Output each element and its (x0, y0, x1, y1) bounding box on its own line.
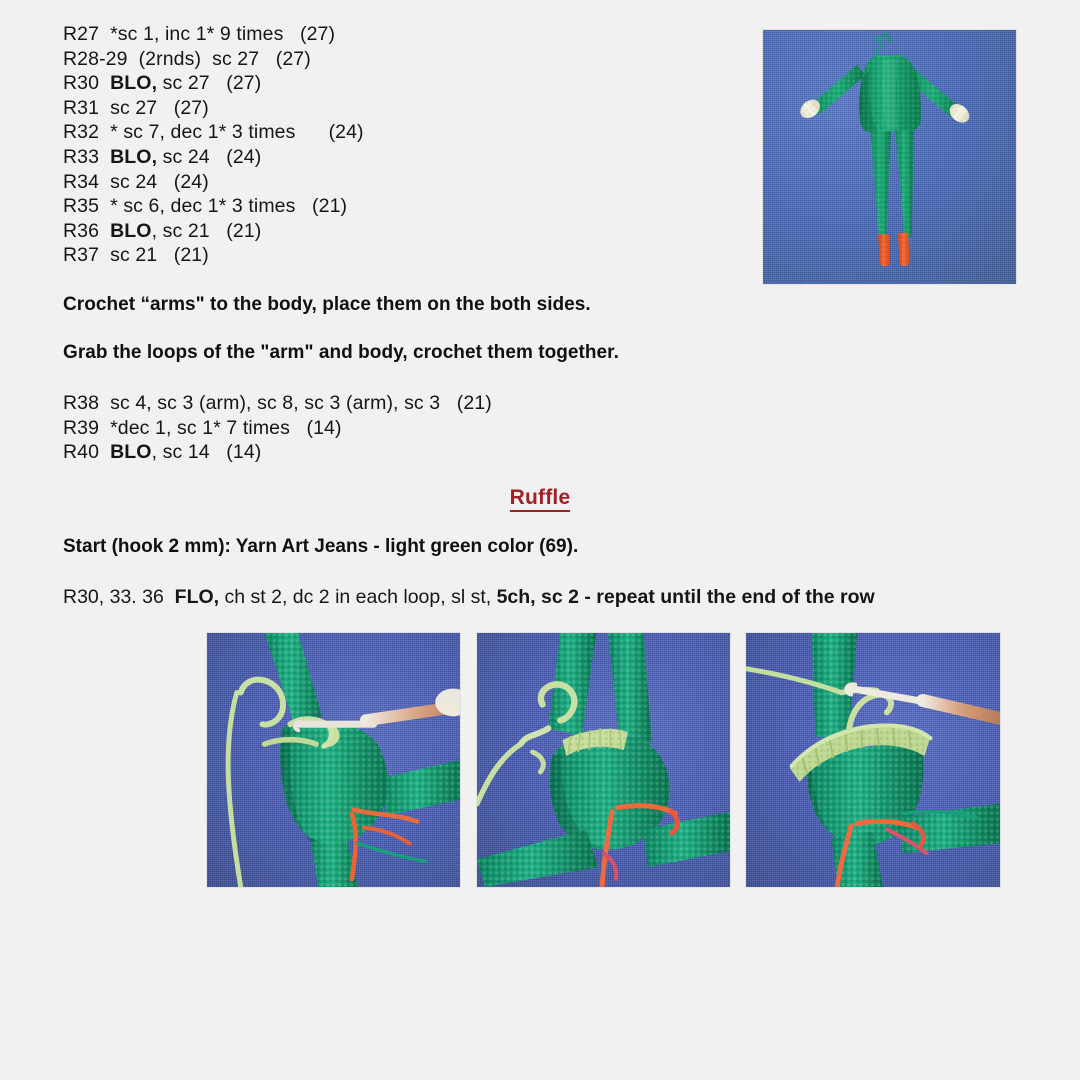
photo-doll-body (762, 29, 1017, 285)
row-prefix: R33 (63, 145, 111, 168)
pattern-row (63, 120, 753, 145)
row-prefix: R31 sc 27 (27) (63, 96, 209, 119)
row-bold: BLO, (110, 72, 158, 95)
pattern-rows-block-1 (63, 22, 753, 268)
photo-doll-body-content (763, 30, 1016, 284)
row-bold: BLO, (110, 145, 158, 168)
row-prefix: R38 sc 4, sc 3 (arm), sc 8, sc 3 (arm), sc 3 (21) (63, 392, 492, 414)
ruffle-row-middle: ch st 2, dc 2 in each loop, sl st, (219, 586, 497, 608)
row-suffix: , sc 14 (14) (151, 441, 262, 464)
ruffle-section-heading (0, 486, 1080, 510)
pattern-row (63, 416, 753, 441)
row-prefix: R37 sc 21 (21) (63, 244, 209, 267)
ruffle-row-instruction (63, 586, 875, 609)
row-prefix: R30 (63, 72, 111, 95)
pattern-row (63, 440, 753, 465)
pattern-row (63, 145, 753, 170)
ruffle-row-bold-flo: FLO, (174, 586, 220, 608)
photo-ruffle-step-3 (745, 632, 1001, 888)
ruffle-step-1-illustration (207, 633, 460, 887)
ruffle-row-bold-repeat: 5ch, sc 2 - repeat until the end of the row (496, 586, 875, 608)
photo-ruffle-step-1 (206, 632, 461, 888)
ruffle-start-line: Start (hook 2 mm): Yarn Art Jeans - light green color (69). (63, 536, 579, 557)
pattern-row (63, 96, 753, 121)
pattern-row (63, 71, 753, 96)
ruffle-step-3-illustration (746, 633, 1000, 887)
pattern-row (63, 194, 753, 219)
ruffle-step-2-illustration (477, 633, 730, 887)
row-prefix: R32 * sc 7, dec 1* 3 times (24) (63, 121, 364, 144)
pattern-row (63, 391, 753, 416)
instruction-note-loops: Grab the loops of the "arm" and body, crochet them together. (63, 342, 619, 363)
row-prefix: R35 * sc 6, dec 1* 3 times (21) (63, 195, 348, 218)
pattern-row (63, 243, 753, 268)
ruffle-heading-text: Ruffle (510, 486, 571, 512)
photo-ruffle-step-2-content (477, 633, 730, 887)
photo-ruffle-step-2 (476, 632, 731, 888)
row-prefix: R40 (63, 441, 111, 464)
pattern-row (63, 170, 753, 195)
pattern-row (63, 47, 753, 72)
row-bold: BLO (110, 441, 152, 464)
row-prefix: R34 sc 24 (24) (63, 170, 209, 193)
instruction-note-arms: Crochet “arms" to the body, place them on the both sides. (63, 294, 591, 315)
row-suffix: sc 27 (27) (157, 72, 262, 95)
photo-ruffle-step-3-content (746, 633, 1000, 887)
row-prefix: R39 *dec 1, sc 1* 7 times (14) (63, 416, 342, 439)
row-suffix: sc 24 (24) (157, 145, 262, 168)
row-prefix: R27 *sc 1, inc 1* 9 times (27) (63, 23, 336, 45)
ruffle-row-prefix: R30, 33. 36 (63, 586, 175, 608)
pattern-rows-block-2 (63, 391, 753, 465)
row-prefix: R36 (63, 219, 111, 242)
pattern-row (63, 219, 753, 244)
doll-body-illustration (763, 30, 1016, 284)
row-suffix: , sc 21 (21) (151, 219, 262, 242)
pattern-row (63, 22, 753, 47)
row-bold: BLO (110, 219, 152, 242)
photo-ruffle-step-1-content (207, 633, 460, 887)
row-prefix: R28-29 (2rnds) sc 27 (27) (63, 47, 311, 70)
